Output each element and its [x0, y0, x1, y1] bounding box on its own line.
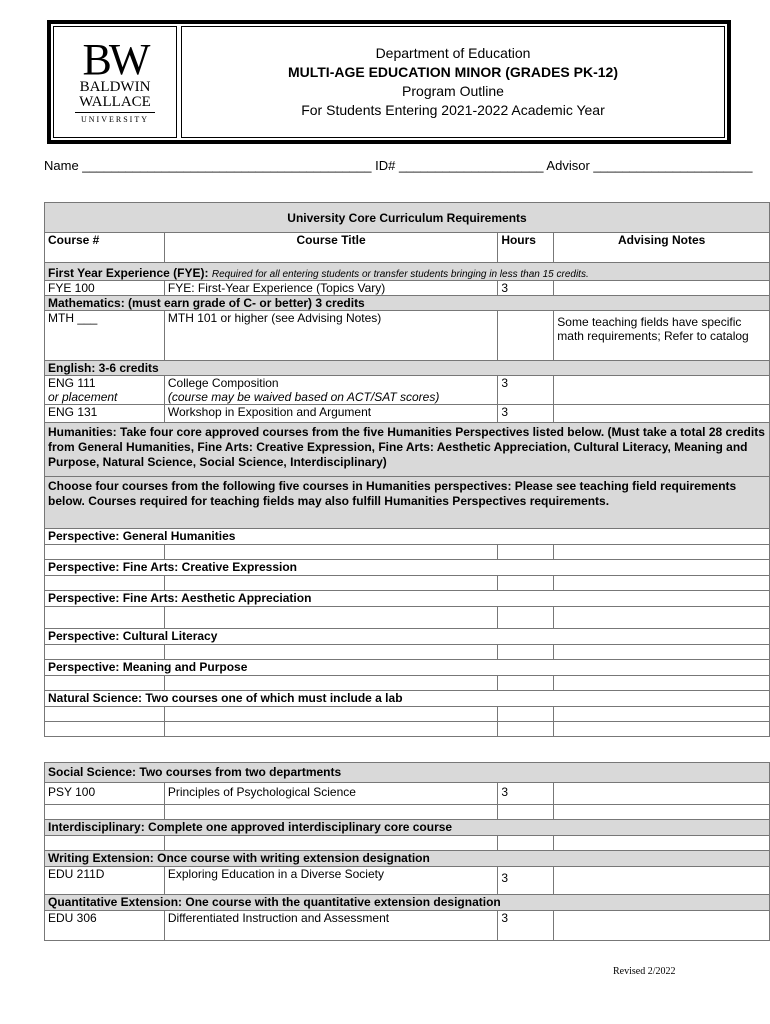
quantitative-extension-header: Quantitative Extension: One course with the quantitative extension designation	[45, 895, 770, 911]
course-number: EDU 306	[45, 911, 165, 941]
table-row	[45, 645, 770, 660]
course-title: FYE: First-Year Experience (Topics Vary)	[164, 281, 497, 296]
math-section-header: Mathematics: (must earn grade of C- or better) 3 credits	[45, 296, 770, 311]
course-number[interactable]	[45, 645, 165, 660]
course-hours: 3	[498, 376, 554, 391]
logo-baldwin: BALDWIN	[79, 79, 151, 95]
course-number: ENG 131	[45, 405, 165, 423]
department-title: Department of Education	[375, 45, 531, 61]
course-title[interactable]	[164, 805, 498, 820]
humanities-intro: Humanities: Take four core approved courses from the five Humanities Perspectives listed below. (Must take a total 28 credits from General Humanities, Fine Arts: Creative Expression, Fine Arts: Aesthetic Appreciation, Cultural Literacy, Meaning and Purpose, Natural Science, Social Science, Interdisciplinary)	[45, 423, 770, 477]
advising-note-cell[interactable]	[554, 376, 770, 391]
table-row	[45, 281, 770, 296]
course-waiver-note: (course may be waived based on ACT/SAT scores)	[164, 390, 497, 405]
course-number: ENG 111	[45, 376, 165, 391]
course-number[interactable]	[45, 576, 165, 591]
table-row	[45, 376, 770, 391]
table-row	[45, 805, 770, 820]
table-row	[45, 311, 770, 361]
col-course-header: Course #	[45, 233, 165, 263]
course-number: PSY 100	[45, 783, 165, 805]
table-row	[45, 405, 770, 423]
table-row	[45, 607, 770, 629]
column-header-row	[45, 233, 770, 263]
course-hours[interactable]	[498, 576, 554, 591]
course-alternative: or placement	[45, 390, 165, 405]
table-row	[45, 836, 770, 851]
course-hours: 3	[498, 783, 554, 805]
course-number[interactable]	[45, 707, 165, 722]
interdisciplinary-header: Interdisciplinary: Complete one approved interdisciplinary core course	[45, 820, 770, 836]
advising-note-cell[interactable]	[554, 805, 770, 820]
course-hours[interactable]	[498, 805, 554, 820]
university-logo	[53, 26, 177, 138]
table-row	[45, 676, 770, 691]
course-title: Principles of Psychological Science	[164, 783, 498, 805]
advising-note-cell[interactable]	[554, 645, 770, 660]
title-block	[181, 26, 725, 138]
table-row	[45, 722, 770, 737]
course-number[interactable]: MTH ___	[45, 311, 165, 361]
header-box	[47, 20, 731, 144]
course-title: Exploring Education in a Diverse Society	[164, 867, 498, 895]
course-hours[interactable]	[498, 836, 554, 851]
table-row	[45, 707, 770, 722]
perspective-aesthetic-appreciation: Perspective: Fine Arts: Aesthetic Appreciation	[45, 591, 770, 607]
table-row	[45, 783, 770, 805]
course-title[interactable]	[164, 545, 497, 560]
col-title-header: Course Title	[164, 233, 497, 263]
fye-heading: First Year Experience (FYE):	[48, 266, 209, 280]
course-title[interactable]	[164, 722, 497, 737]
course-title: MTH 101 or higher (see Advising Notes)	[164, 311, 497, 361]
table-title: University Core Curriculum Requirements	[45, 203, 770, 233]
course-title: Differentiated Instruction and Assessment	[164, 911, 498, 941]
course-title[interactable]	[164, 836, 498, 851]
perspective-cultural-literacy: Perspective: Cultural Literacy	[45, 629, 770, 645]
course-hours	[498, 390, 554, 405]
course-number[interactable]	[45, 722, 165, 737]
advising-note-cell[interactable]	[554, 281, 770, 296]
natural-science-header: Natural Science: Two courses one of which must include a lab	[45, 691, 770, 707]
course-number: EDU 211D	[45, 867, 165, 895]
logo-wallace: WALLACE	[79, 94, 151, 110]
fye-section-header	[45, 263, 770, 281]
course-title: College Composition	[164, 376, 497, 391]
course-number[interactable]	[45, 805, 165, 820]
course-hours: 3	[498, 281, 554, 296]
extension-requirements-table	[44, 762, 770, 941]
logo-university: UNIVERSITY	[81, 115, 149, 124]
advising-note-cell[interactable]	[554, 405, 770, 423]
perspective-creative-expression: Perspective: Fine Arts: Creative Expression	[45, 560, 770, 576]
advising-note-cell[interactable]	[554, 607, 770, 629]
advising-note-cell[interactable]	[554, 390, 770, 405]
course-title[interactable]	[164, 576, 497, 591]
social-science-header: Social Science: Two courses from two departments	[45, 763, 770, 783]
col-notes-header: Advising Notes	[554, 233, 770, 263]
course-hours[interactable]	[498, 645, 554, 660]
course-hours: 3	[498, 405, 554, 423]
english-section-header: English: 3-6 credits	[45, 361, 770, 376]
program-title: MULTI-AGE EDUCATION MINOR (GRADES PK-12)	[287, 64, 619, 80]
perspective-meaning-purpose: Perspective: Meaning and Purpose	[45, 660, 770, 676]
course-number[interactable]	[45, 607, 165, 629]
table-row	[45, 545, 770, 560]
academic-year-label: For Students Entering 2021-2022 Academic Year	[301, 102, 605, 118]
course-hours[interactable]	[498, 676, 554, 691]
course-title[interactable]	[164, 607, 497, 629]
advising-note-cell[interactable]	[554, 722, 770, 737]
logo-rule	[75, 112, 155, 113]
advising-note-cell[interactable]	[554, 576, 770, 591]
col-hours-header: Hours	[498, 233, 554, 263]
revision-date: Revised 2/2022	[613, 966, 676, 977]
course-hours[interactable]	[498, 545, 554, 560]
logo-mark: BW	[82, 35, 148, 84]
program-outline-label: Program Outline	[402, 83, 504, 99]
course-title[interactable]	[164, 707, 497, 722]
humanities-instructions: Choose four courses from the following five courses in Humanities perspectives: Please see teaching field requirements below. Courses required for teaching fields may also fulfill Humanities Perspectives requirements.	[45, 477, 770, 529]
advising-note-cell[interactable]	[554, 911, 770, 941]
core-curriculum-table	[44, 202, 770, 737]
table-row	[45, 867, 770, 895]
course-number[interactable]	[45, 676, 165, 691]
course-number[interactable]	[45, 545, 165, 560]
student-info-line[interactable]: Name ________________________________________ ID# ____________________ Advisor ______________________	[44, 158, 753, 173]
advising-note-cell[interactable]	[554, 676, 770, 691]
advising-note-cell[interactable]	[554, 867, 770, 895]
perspective-general-humanities: Perspective: General Humanities	[45, 529, 770, 545]
course-number: FYE 100	[45, 281, 165, 296]
course-title[interactable]	[164, 676, 497, 691]
table-row	[45, 911, 770, 941]
course-number[interactable]	[45, 836, 165, 851]
course-hours[interactable]	[498, 707, 554, 722]
writing-extension-header: Writing Extension: Once course with writing extension designation	[45, 851, 770, 867]
advising-note: Some teaching fields have specific math requirements; Refer to catalog	[554, 311, 770, 361]
course-hours: 3	[498, 911, 554, 941]
table-row	[45, 390, 770, 405]
advising-note-cell[interactable]	[554, 545, 770, 560]
course-title: Workshop in Exposition and Argument	[164, 405, 497, 423]
course-title[interactable]	[164, 645, 497, 660]
course-hours[interactable]	[498, 311, 554, 361]
fye-note: Required for all entering students or transfer students bringing in less than 15 credits.	[211, 269, 589, 280]
course-hours[interactable]	[498, 607, 554, 629]
advising-note-cell[interactable]	[554, 836, 770, 851]
course-hours: 3	[498, 867, 554, 895]
course-hours[interactable]	[498, 722, 554, 737]
advising-note-cell[interactable]	[554, 783, 770, 805]
advising-note-cell[interactable]	[554, 707, 770, 722]
table-row	[45, 576, 770, 591]
